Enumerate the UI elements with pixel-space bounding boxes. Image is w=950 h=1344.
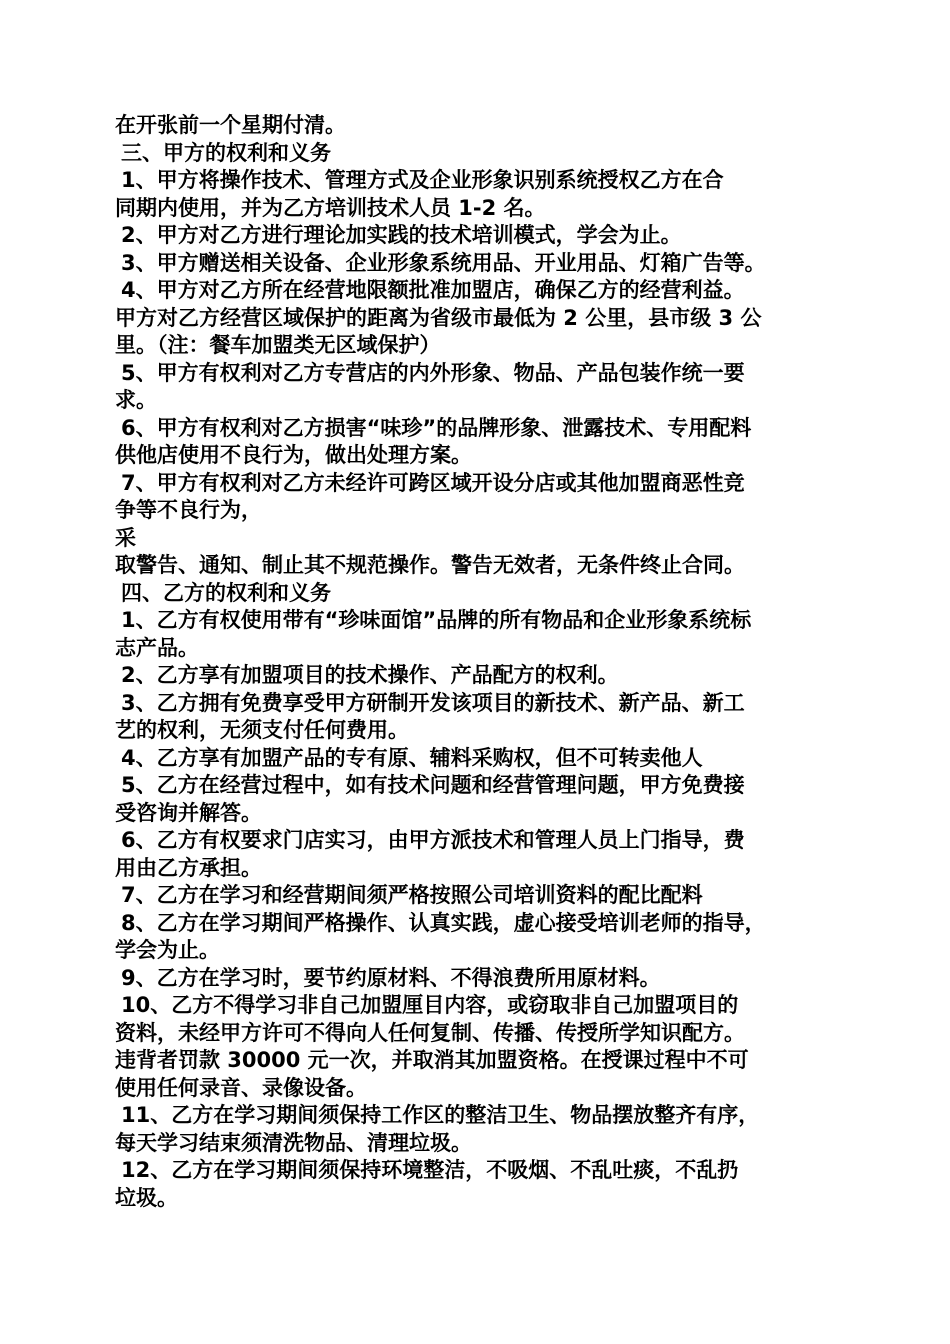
clause-b5-line-2: 受咨询并解答。: [115, 800, 262, 825]
clause-a4-line-1: 4、甲方对乙方所在经营地限额批准加盟店，确保乙方的经营利益。: [121, 278, 745, 302]
clause-b11-line-1: 11、乙方在学习期间须保持工作区的整洁卫生、物品摆放整齐有序，: [121, 1103, 760, 1127]
clause-b8-line-1: 8、乙方在学习期间严格操作、认真实践，虚心接受培训老师的指导，: [121, 910, 766, 935]
document-page: [115, 112, 855, 1212]
clause-b8-line-2: 学会为止。: [115, 938, 220, 962]
clause-b1-line-1: 1、乙方有权使用带有“珍味面馆”品牌的所有物品和企业形象系统标: [121, 608, 752, 632]
clause-a7-line-3: 采: [115, 525, 136, 550]
clause-b2: 2、乙方享有加盟项目的技术操作、产品配方的权利。: [121, 663, 619, 687]
clause-b6-line-1: 6、乙方有权要求门店实习，由甲方派技术和管理人员上门指导，费: [121, 828, 745, 852]
clause-a4-line-3: 里。（注：餐车加盟类无区域保护）: [115, 333, 441, 357]
section-heading-party-b-rights: 四、乙方的权利和义务: [121, 580, 331, 605]
text-line: 在开张前一个星期付清。: [115, 113, 346, 137]
clause-a7-line-1: 7、甲方有权利对乙方未经许可跨区域开设分店或其他加盟商恶性竞: [121, 470, 745, 495]
clause-b11-line-2: 每天学习结束须清洗物品、清理垃圾。: [115, 1130, 472, 1155]
clause-b5-line-1: 5、乙方在经营过程中，如有技术问题和经营管理问题，甲方免费接: [121, 773, 745, 797]
clause-a2: 2、甲方对乙方进行理论加实践的技术培训模式，学会为止。: [121, 223, 682, 247]
clause-b10-line-2: 资料，未经甲方许可不得向人任何复制、传播、传授所学知识配方。: [115, 1020, 745, 1045]
clause-b10-line-4: 使用任何录音、录像设备。: [115, 1075, 367, 1100]
clause-a5-line-1: 5、甲方有权利对乙方专营店的内外形象、物品、产品包装作统一要: [121, 360, 745, 385]
clause-b9: 9、乙方在学习时，要节约原材料、不得浪费所用原材料。: [121, 965, 661, 990]
clause-b12-line-1: 12、乙方在学习期间须保持环境整洁，不吸烟、不乱吐痰，不乱扔: [121, 1158, 739, 1182]
clause-b10-line-1: 10、乙方不得学习非自己加盟厘目内容，或窃取非自己加盟项目的: [121, 993, 739, 1017]
section-heading-party-a-rights: 三、甲方的权利和义务: [121, 140, 331, 165]
clause-a3: 3、甲方赠送相关设备、企业形象系统用品、开业用品、灯箱广告等。: [121, 250, 766, 275]
clause-a7-line-2: 争等不良行为，: [115, 498, 262, 522]
clause-b1-line-2: 志产品。: [115, 635, 199, 660]
clause-a1-line-2: 同期内使用，并为乙方培训技术人员 1-2 名。: [115, 195, 546, 220]
clause-b10-line-3: 违背者罚款 30000 元一次，并取消其加盟资格。在授课过程中不可: [115, 1048, 749, 1072]
clause-b3-line-1: 3、乙方拥有免费享受甲方研制开发该项目的新技术、新产品、新工: [121, 690, 745, 715]
clause-b6-line-2: 用由乙方承担。: [115, 855, 262, 880]
clause-a4-line-2: 甲方对乙方经营区域保护的距离为省级市最低为 2 公里，县市级 3 公: [115, 305, 762, 330]
clause-b3-line-2: 艺的权利，无须支付任何费用。: [115, 718, 409, 742]
clause-b4: 4、乙方享有加盟产品的专有原、辅料采购权，但不可转卖他人: [121, 745, 703, 770]
clause-b12-line-2: 垃圾。: [115, 1185, 178, 1210]
clause-b7: 7、乙方在学习和经营期间须严格按照公司培训资料的配比配料: [121, 883, 703, 907]
clause-a5-line-2: 求。: [115, 388, 157, 412]
clause-a7-line-4: 取警告、通知、制止其不规范操作。警告无效者，无条件终止合同。: [115, 553, 745, 577]
clause-a6-line-1: 6、甲方有权利对乙方损害“味珍”的品牌形象、泄露技术、专用配料: [121, 415, 752, 440]
clause-a6-line-2: 供他店使用不良行为，做出处理方案。: [115, 443, 472, 467]
clause-a1-line-1: 1、甲方将操作技术、管理方式及企业形象识别系统授权乙方在合: [121, 168, 724, 192]
